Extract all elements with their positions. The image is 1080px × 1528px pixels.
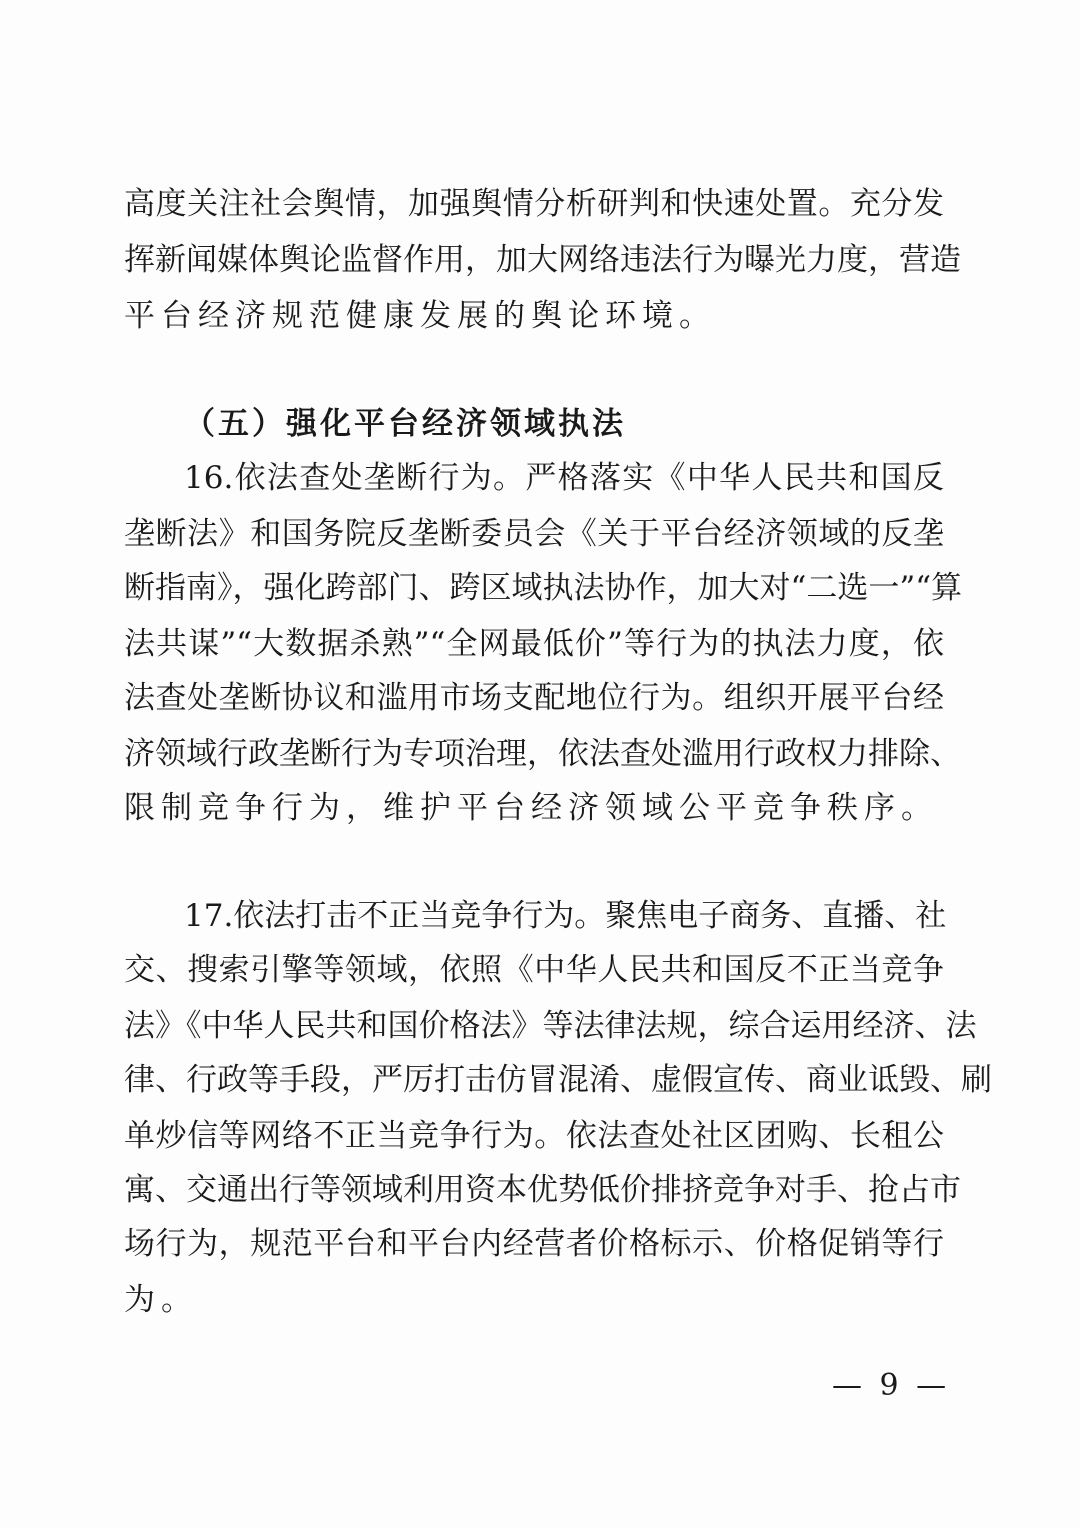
paragraph-line: 法查处垄断协议和滥用市场支配地位行为。组织开展平台经 (124, 680, 944, 716)
paragraph-line: 16.依法查处垄断行为。严格落实《中华人民共和国反 (184, 460, 944, 496)
paragraph-line: 律、行政等手段，严厉打击仿冒混淆、虚假宣传、商业诋毁、刷 (124, 1062, 992, 1098)
paragraph-line: 场行为，规范平台和平台内经营者价格标示、价格促销等行 (124, 1226, 944, 1262)
paragraph-line: 法共谋”“大数据杀熟”“全网最低价”等行为的执法力度，依 (124, 626, 944, 662)
paragraph-line: 济领域行政垄断行为专项治理，依法查处滥用行政权力排除、 (124, 736, 961, 772)
paragraph-line: 限制竞争行为，维护平台经济领域公平竞争秩序。 (124, 790, 938, 826)
paragraph-line: 17.依法打击不正当竞争行为。聚焦电子商务、直播、社 (184, 898, 947, 934)
paragraph-line: 寓、交通出行等领域利用资本优势低价排挤竞争对手、抢占市 (124, 1172, 961, 1208)
paragraph-line: 挥新闻媒体舆论监督作用，加大网络违法行为曝光力度，营造 (124, 242, 961, 278)
paragraph-line: 法》《中华人民共和国价格法》等法律法规，综合运用经济、法 (124, 1008, 977, 1044)
paragraph-line: 高度关注社会舆情，加强舆情分析研判和快速处置。充分发 (124, 186, 944, 222)
paragraph-line: 单炒信等网络不正当竞争行为。依法查处社区团购、长租公 (124, 1118, 944, 1154)
paragraph-line: 断指南》，强化跨部门、跨区域执法协作，加大对“二选一”“算 (124, 570, 963, 606)
paragraph-line: 垄断法》和国务院反垄断委员会《关于平台经济领域的反垄 (124, 516, 944, 552)
paragraph-line: 平台经济规范健康发展的舆论环境。 (124, 298, 716, 334)
page-number: — 9 — (832, 1368, 951, 1403)
paragraph-line: 为。 (124, 1282, 198, 1318)
paragraph-line: 交、搜索引擎等领域，依照《中华人民共和国反不正当竞争 (124, 952, 944, 988)
section-heading: （五）强化平台经济领域执法 (184, 406, 626, 442)
